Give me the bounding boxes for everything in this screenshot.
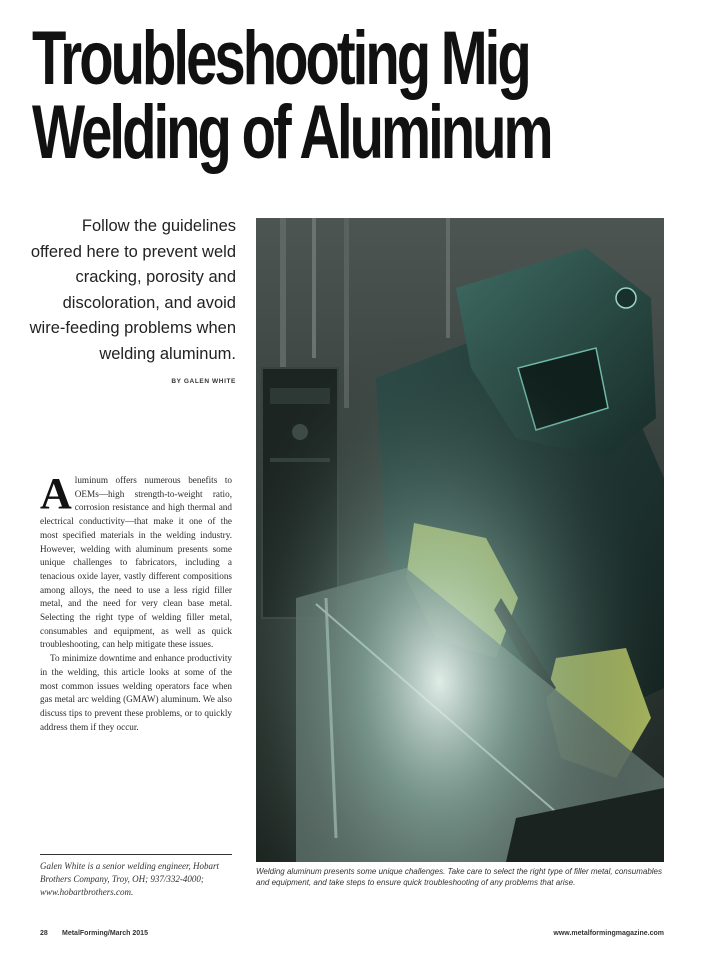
author-bio: Galen White is a senior welding engineer, Hobart Brothers Company, Troy, OH; 937/332-4000; www.hobartbrothers.com. [40,861,219,897]
title-line-1: Troubleshooting Mig [32,16,529,101]
byline: BY GALEN WHITE [171,378,236,385]
body-paragraph-1 [40,469,232,652]
photo-caption: Welding aluminum presents some unique challenges. Take care to select the right type of filler metal, consumables and equipment, and take steps to ensure quick troubleshooting of any problems that arise. [256,867,662,887]
bio-divider [40,854,232,855]
page-number: 28 [40,930,48,937]
article-title [32,16,551,175]
publication-info: MetalForming/March 2015 [62,930,148,937]
welder-photo [256,218,664,862]
website-url: www.metalformingmagazine.com [553,930,664,937]
welder-illustration [256,218,664,862]
body-paragraph-2: To minimize downtime and enhance productivity in the welding, this article looks at some of the most common issues welding operators face when gas metal arc welding (GMAW) aluminum. We also discuss tips to prevent these problems, or to quickly address them if they occur. [40,653,232,732]
article-deck: Follow the guidelines offered here to prevent weld cracking, porosity and discoloration, and avoid wire-feeding problems when welding aluminum. [29,217,236,363]
drop-cap: A [40,469,72,518]
article-body [40,469,232,734]
title-line-2: Welding of Aluminum [32,90,551,175]
paragraph-1-text: luminum offers numerous benefits to OEMs—high strength-to-weight ratio, corrosion resistance and high thermal and electrical conductivity—that make it one of the most specified materials in the welding industry. However, welding with aluminum presents some unique challenges to fabricators, including a tenacious oxide layer, vastly different compositions among alloys, the need to use a less rigid filler metal, and the need for very clean base metal. Selecting the right type of welding filler metal, consumables and equipment, as well as quick troubleshooting, can help mitigate these issues. [40,475,232,650]
